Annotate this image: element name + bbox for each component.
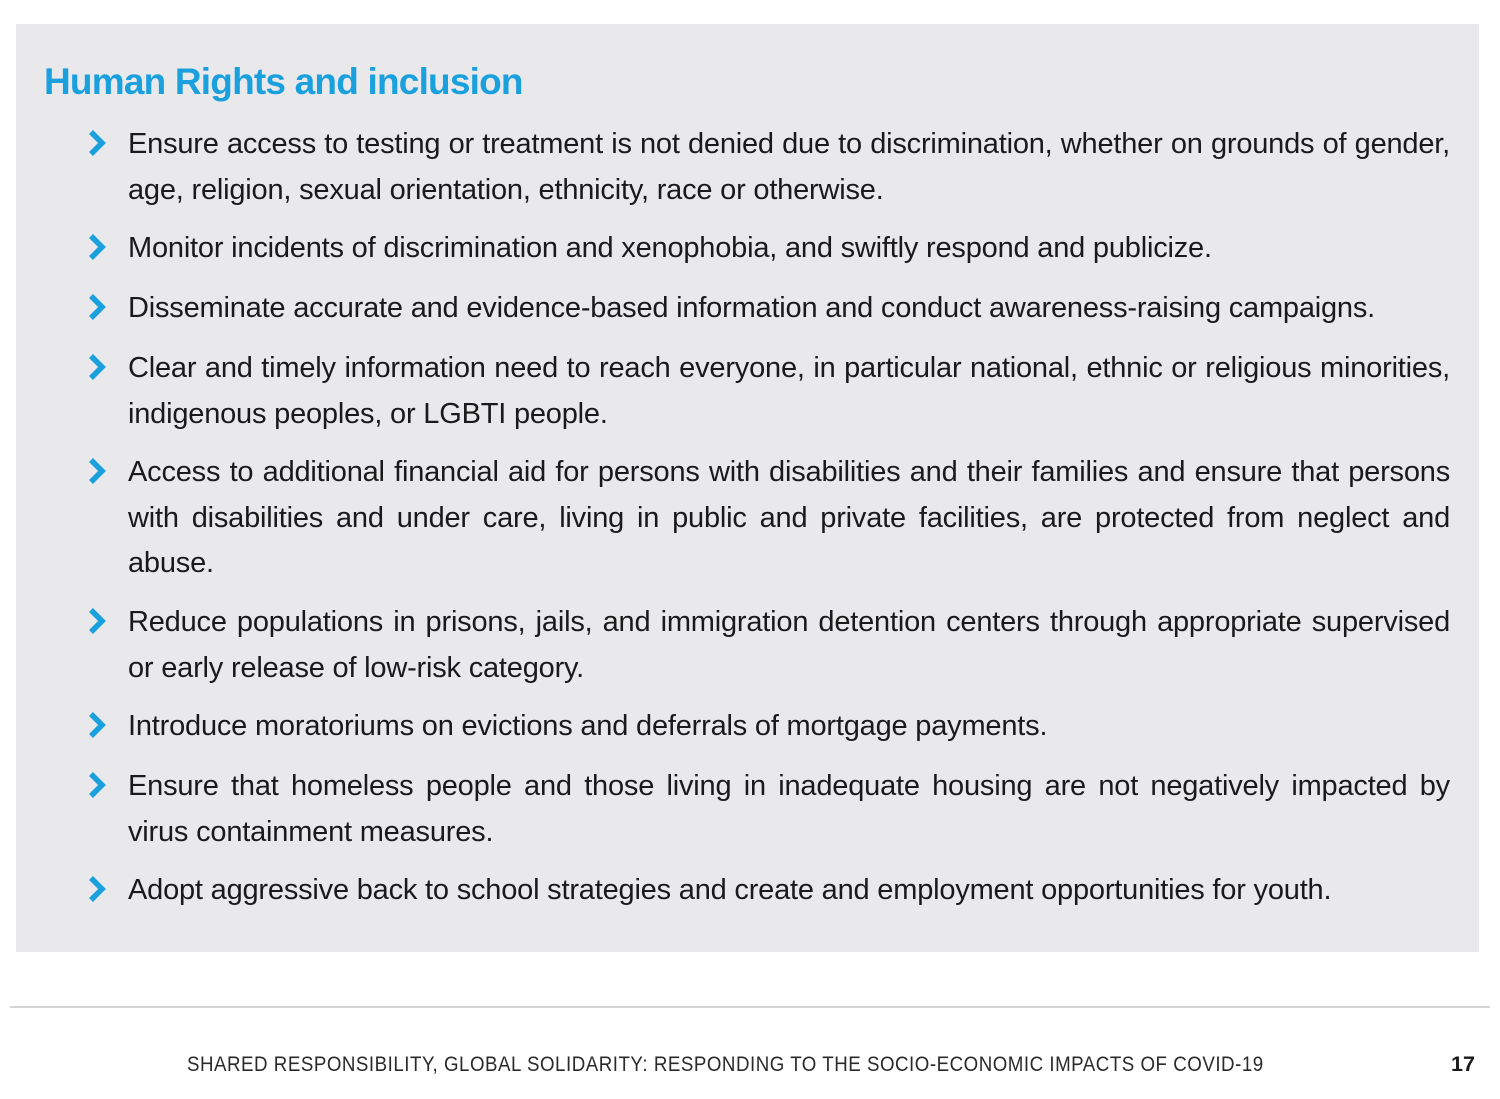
list-item — [86, 450, 1450, 587]
list-item — [86, 346, 1450, 437]
list-item — [86, 764, 1450, 855]
content-panel — [16, 24, 1479, 952]
list-item — [86, 122, 1450, 213]
list-item-text: Disseminate accurate and evidence-based information and conduct awareness-raising campaigns. — [128, 292, 1376, 324]
chevron-right-icon — [86, 129, 108, 157]
chevron-right-icon — [86, 711, 108, 739]
list-item — [86, 286, 1450, 332]
footer-divider — [10, 1006, 1490, 1008]
list-item-text: Access to additional financial aid for persons with disabilities and their families and ensure that persons with disabilities and under care, living in public and private facilities, are protected from neglect and abuse. — [128, 456, 1450, 579]
list-item — [86, 704, 1450, 750]
list-item — [86, 600, 1450, 691]
chevron-right-icon — [86, 233, 108, 261]
footer-document-title: SHARED RESPONSIBILITY, GLOBAL SOLIDARITY: RESPONDING TO THE SOCIO-ECONOMIC IMPACTS OF COVID-19 — [187, 1052, 1264, 1076]
list-item-text: Reduce populations in prisons, jails, and immigration detention centers through appropriate supervised or early release of low-risk category. — [128, 606, 1450, 684]
list-item-text: Clear and timely information need to reach everyone, in particular national, ethnic or religious minorities, indigenous peoples, or LGBTI people. — [128, 352, 1450, 430]
section-title: Human Rights and inclusion — [44, 61, 523, 102]
chevron-right-icon — [86, 457, 108, 485]
list-item-text: Adopt aggressive back to school strategies and create and employment opportunities for youth. — [128, 874, 1332, 906]
list-item — [86, 226, 1450, 272]
list-item-text: Monitor incidents of discrimination and xenophobia, and swiftly respond and publicize. — [128, 232, 1212, 264]
chevron-right-icon — [86, 771, 108, 799]
page-number: 17 — [1451, 1052, 1475, 1076]
chevron-right-icon — [86, 293, 108, 321]
chevron-right-icon — [86, 607, 108, 635]
chevron-right-icon — [86, 875, 108, 903]
list-item-text: Introduce moratoriums on evictions and deferrals of mortgage payments. — [128, 710, 1048, 742]
list-item-text: Ensure that homeless people and those living in inadequate housing are not negatively impacted by virus containment measures. — [128, 770, 1450, 848]
chevron-right-icon — [86, 353, 108, 381]
list-item-text: Ensure access to testing or treatment is not denied due to discrimination, whether on grounds of gender, age, religion, sexual orientation, ethnicity, race or otherwise. — [128, 128, 1450, 206]
list-item — [86, 868, 1450, 914]
